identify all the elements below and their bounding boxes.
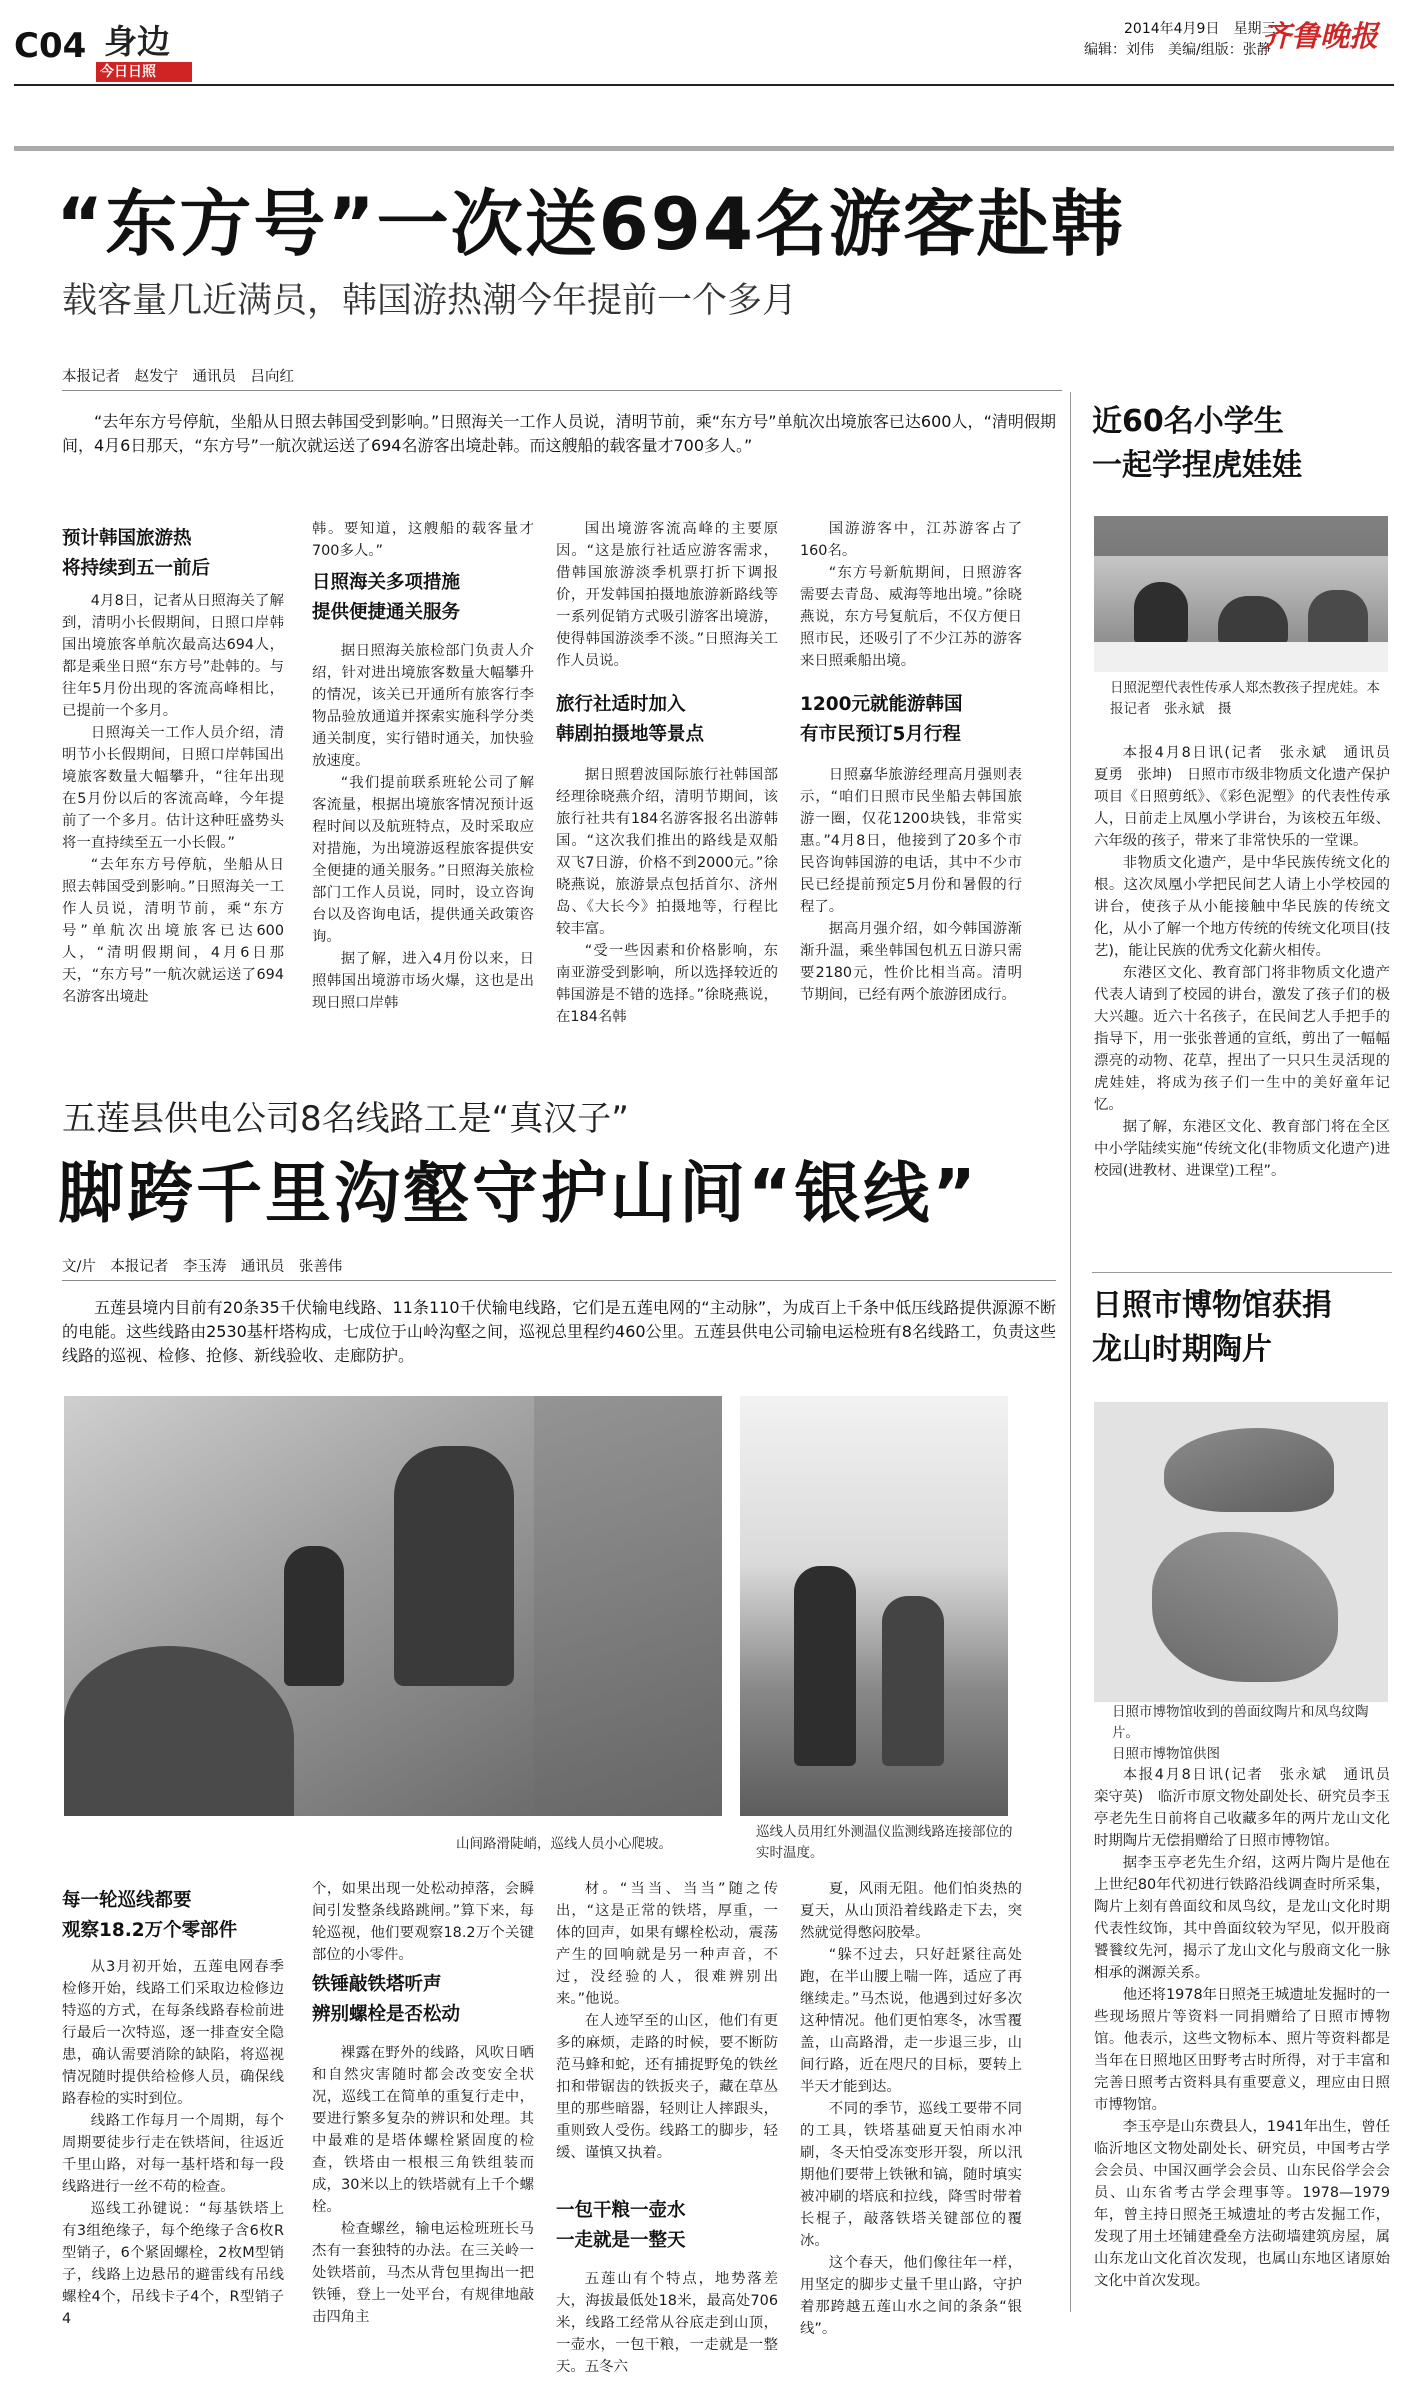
story2-col1: [62, 1956, 284, 2327]
paragraph: 据了解，东港区文化、教育部门将在全区中小学陆续实施“传统文化(非物质文化遗产)进校园(进教材、进课堂)工程”。: [1094, 1119, 1390, 1179]
story1-lead: “去年东方号停航，坐船从日照去韩国受到影响。”日照海关一工作人员说，清明节前，乘“东方号”单航次出境旅客已达600人，“清明假期间，4月6日那天，“东方号”一航次就运送了694名游客出境赴韩。而这艘船的载客量才700多人。”: [62, 412, 1056, 455]
paragraph: 他还将1978年日照尧王城遗址发掘时的一些现场照片等资料一同捐赠给了日照市博物馆。他表示，这些文物标本、照片等资料都是当年在日照地区田野考古时所得，对于丰富和完善日照考古资料具有重要意义，理应由日照市博物馆。: [1094, 1987, 1390, 2113]
story1-subhead-4: 1200元就能游韩国 有市民预订5月行程: [800, 694, 963, 745]
story2-col4: [800, 1878, 1022, 2356]
story1-deck: 载客量几近满员，韩国游热潮今年提前一个多月: [62, 281, 798, 321]
paragraph: 据日照碧波国际旅行社韩国部经理徐晓燕介绍，清明节期间，该旅行社共有184名游客报名出游韩国。“这次我们推出的路线是双船双飞7日游，价格不到2000元。”徐晓燕说，旅游景点包括首尔、济州岛、《大长今》拍摄地等，行程比较丰富。: [556, 767, 778, 937]
story1-byline-rule: [62, 390, 1062, 391]
sidebar1-photo: [1094, 516, 1388, 672]
paragraph: 不同的季节，巡线工要带不同的工具，铁塔基础夏天怕雨水冲刷，冬天怕受冻变形开裂，所以汛期他们要带上铁锹和镐，随时填实被冲刷的塔底和拉线，降雪时带着长棍子，敲落铁塔关键部位的覆冰。: [800, 2101, 1022, 2249]
paragraph: 本报4月8日讯(记者 张永斌 通讯员 夏勇 张坤) 日照市市级非物质文化遗产保护项目《日照剪纸》、《彩色泥塑》的代表性传承人，日前走上凤凰小学讲台，为该校五年级、六年级的孩子，带来了非常快乐的一堂课。: [1094, 745, 1405, 849]
story2-caption-1: 山间路滑陡峭，巡线人员小心爬坡。: [456, 1836, 672, 1852]
subsection-name: 今日日照: [100, 64, 156, 80]
paragraph: 材。“当当、当当”随之传出，“这是正常的铁塔，厚重，一体的回声，如果有螺栓松动，震荡产生的回响就是另一种声音，不过，没经验的人，很难辨别出来。”他说。: [556, 1881, 778, 2007]
paragraph: 这个春天，他们像往年一样，用坚定的脚步丈量千里山路，守护着那跨越五莲山水之间的条条“银线”。: [800, 2255, 1022, 2337]
sidebar1-headline: 近60名小学生 一起学捏虎娃娃: [1092, 404, 1302, 483]
sidebar-divider: [1070, 392, 1071, 2312]
sidebar2-caption: 日照市博物馆收到的兽面纹陶片和凤鸟纹陶片。 日照市博物馆供图: [1112, 1704, 1369, 1762]
story1-byline: 本报记者 赵发宁 通讯员 吕向红: [62, 369, 294, 385]
story1-col3b: [556, 764, 778, 1056]
story2-caption-2: 巡线人员用红外测温仪监测线路连接部位的实时温度。: [756, 1824, 1013, 1861]
paragraph: 日照海关一工作人员介绍，清明节小长假期间，日照口岸韩国出境旅客数量大幅攀升，“往年出现在5月份以后的客流高峰，今年提前了一个多月。估计这种旺盛势头将一直持续至五一小长假。”: [62, 725, 284, 851]
paragraph: “受一些因素和价格影响，东南亚游受到影响，所以选择较近的韩国游是不错的选择。”徐晓燕说，在184名韩: [556, 943, 778, 1025]
photo-detail: [284, 1546, 344, 1686]
sidebar1-body: [1094, 742, 1405, 1286]
paragraph: 本报4月8日讯(记者 张永斌 通讯员 栾守英) 临沂市原文物处副处长、研究员李玉亭老先生日前将自己收藏多年的两片龙山文化时期陶片无偿捐赠给了日照市博物馆。: [1094, 1767, 1405, 1849]
story2-subhead-1: 每一轮巡线都要 观察18.2万个零部件: [62, 1890, 238, 1941]
paragraph: 据李玉亭老先生介绍，这两片陶片是他在上世纪80年代初进行铁路沿线调查时所采集，陶片上刻有兽面纹和凤鸟纹，是龙山文化时期代表性纹饰，其中兽面纹较为罕见，似开股商饕餮纹先河，揭示了龙山文化与殷商文化一脉相承的渊源关系。: [1094, 1855, 1390, 1981]
paragraph: 检查螺丝，输电运检班班长马杰有一套独特的办法。在三关岭一处铁塔前，马杰从背包里掏出一把铁锤，登上一处平台，有规律地敲击四角主: [312, 2221, 534, 2325]
paragraph: 从3月初开始，五莲电网春季检修开始，线路工们采取边检修边特巡的方式，在每条线路春检前进行最后一次特巡，逐一排查安全隐患，确认需要消除的缺陷，将巡视情况随时提供给检修人员，确保线路春检的实时到位。: [62, 1959, 284, 2107]
masthead-rule: [14, 84, 1394, 86]
paragraph: 裸露在野外的线路，风吹日晒和自然灾害随时都会改变安全状况，巡线工在简单的重复行走中，要进行繁多复杂的辨识和处理。其中最难的是塔体螺栓紧固度的检查，铁塔由一根根三角铁组装而成，30米以上的铁塔就有上千个螺栓。: [312, 2045, 534, 2215]
photo-detail: [1094, 642, 1388, 672]
paragraph: 李玉亭是山东费县人，1941年出生，曾任临沂地区文物处副处长、研究员，中国考古学会会员、中国汉画学会会员、山东民俗学会会员、山东省考古学会理事等。1978—1979年，曾主持日照尧王城遗址的考古发掘工作，发现了用土坯铺建叠垒方法砌墙建筑房屋，属山东龙山文化首次发现，也属山东地区诸原始文化中首次发现。: [1094, 2119, 1390, 2289]
paragraph: “东方号新航期间，日照游客需要去青岛、威海等地出境。”徐晓燕说，东方号复航后，不仅方便日照市民，还吸引了不少江苏的游客来日照乘船出境。: [800, 565, 1022, 669]
pottery-shard-bottom: [1152, 1532, 1338, 1682]
story2-photo-survey: [740, 1396, 1008, 1816]
photo-detail: [64, 1646, 294, 1816]
photo-detail: [394, 1446, 514, 1686]
story1-col3: [556, 518, 778, 684]
story1-col2-top: 韩。要知道，这艘船的载客量才700多人。”: [312, 521, 534, 559]
paragraph: 国出境游客流高峰的主要原因。“这是旅行社适应游客需求，借韩国旅游淡季机票打折下调报价，开发韩国拍摄地旅游新路线等一系列促销方式吸引游客出境游，使得韩国游淡季不淡。”日照海关工作人员说。: [556, 521, 778, 669]
paragraph: 据高月强介绍，如今韩国游渐渐升温，乘坐韩国包机五日游只需要2180元，性价比相当高。清明节期间，已经有两个旅游团成行。: [800, 921, 1022, 1003]
paragraph: 东港区文化、教育部门将非物质文化遗产代表人请到了校园的讲台，激发了孩子们的极大兴趣。近六十名孩子，在民间艺人手把手的指导下，用一张张普通的宣纸，剪出了一幅幅漂亮的动物、花草，捏出了一只只生灵活现的虎娃娃，将成为孩子们一生中的美好童年记忆。: [1094, 965, 1390, 1113]
photo-detail: [1308, 590, 1368, 646]
newspaper-logo: 齐鲁晚报: [1262, 19, 1379, 53]
story2-lead: 五莲县境内目前有20条35千伏输电线路、11条110千伏输电线路，它们是五莲电网的“主动脉”，为成百上千条中低压线路提供源源不断的电能。这些线路由2530基杆塔构成，七成位于山岭沟壑之间，巡视总里程约460公里。五莲县供电公司输电运检班有8名线路工，负责这些线路的巡视、检修、抢修、新线验收、走廊防护。: [62, 1298, 1056, 1365]
story1-subhead-1: 预计韩国旅游热 将持续到五一前后: [62, 528, 211, 579]
photo-detail: [534, 1396, 722, 1816]
paragraph: 据了解，进入4月份以来，日照韩国出境游市场火爆，这也是出现日照口岸韩: [312, 951, 534, 1011]
story1-col4: [800, 518, 1022, 684]
story1-col4b: [800, 764, 1022, 1056]
page-number: C04: [14, 26, 87, 66]
photo-detail: [1094, 516, 1388, 556]
top-divider: [14, 146, 1394, 151]
paragraph: “去年东方号停航，坐船从日照去韩国受到影响。”日照海关一工作人员说，清明节前，乘“东方号”单航次出境旅客已达600人，“清明假期间，4月6日那天，“东方号”一航次就运送了694名游客出境赴: [62, 857, 284, 1005]
photo-detail: [794, 1566, 856, 1766]
photo-detail: [1218, 596, 1288, 644]
paragraph: 巡线工孙键说：“每基铁塔上有3组绝缘子，每个绝缘子含6枚R型销子，6个紧固螺栓，2枚M型销子，线路上边悬吊的避雷线有吊线螺栓4个，吊线卡子4个，R型销子4: [62, 2201, 284, 2327]
story2-col2-top: 个，如果出现一处松动掉落，会瞬间引发整条线路跳闸。”算下来，每轮巡视，他们要观察18.2万个关键部位的小零件。: [312, 1881, 534, 1963]
story1-headline: “东方号”一次送694名游客赴韩: [56, 182, 1125, 266]
pottery-shard-top: [1164, 1428, 1334, 1512]
sidebar2-body: [1094, 1764, 1405, 2324]
story2-subhead-2: 铁锤敲铁塔听声 辨别螺栓是否松动: [312, 1974, 461, 2025]
masthead: [0, 0, 1409, 80]
paragraph: 夏，风雨无阻。他们怕炎热的夏天，从山顶沿着线路走下去，突然就觉得憋闷胶晕。: [800, 1881, 1022, 1941]
paragraph: 在人迹罕至的山区，他们有更多的麻烦，走路的时候，要不断防范马蜂和蛇，还有捕捉野兔的铁丝扣和带锯齿的铁扳夹子，藏在草丛里的那些暗器，轻则让人摔跟头，重则致人受伤。线路工的脚步，轻缓、谨慎又执着。: [556, 2013, 778, 2161]
paragraph: 4月8日，记者从日照海关了解到，清明小长假期间，日照口岸韩国出境旅客单航次最高达694人，都是乘坐日照“东方号”赴韩的。与往年5月份出现的客流高峰相比，已提前一个多月。: [62, 593, 284, 719]
sidebar2-photo: [1094, 1402, 1388, 1702]
story2-kicker: 五莲县供电公司8名线路工是“真汉子”: [62, 1099, 629, 1139]
section-name: 身边: [104, 22, 170, 61]
paragraph: 国游游客中，江苏游客占了160名。: [800, 521, 1022, 559]
photo-detail: [1134, 582, 1188, 644]
story2-byline: 文/片 本报记者 李玉涛 通讯员 张善伟: [62, 1259, 343, 1275]
story2-headline: 脚跨千里沟壑守护山间“银线”: [58, 1155, 979, 1232]
sidebar1-caption: 日照泥塑代表性传承人郑杰教孩子捏虎娃。本报记者 张永斌 摄: [1110, 680, 1380, 717]
story1-subhead-2: 日照海关多项措施 提供便捷通关服务: [312, 572, 461, 623]
paragraph: 日照嘉华旅游经理高月强则表示，“咱们日照市民坐船去韩国旅游一圈，仅花1200块钱，非常实惠。”4月8日，他接到了20多个市民咨询韩国游的电话，其中不少市民已经提前预定5月份和暑假的行程了。: [800, 767, 1022, 915]
story2-col3: [556, 1878, 778, 2186]
story2-byline-rule: [62, 1280, 1056, 1281]
paragraph: 据日照海关旅检部门负责人介绍，针对进出境旅客数量大幅攀升的情况，该关已开通所有旅客行李物品验放通道并探索实施科学分类通关制度，实行错时通关，加快验放速度。: [312, 643, 534, 769]
sidebar-separator: [1092, 1272, 1392, 1273]
photo-detail: [882, 1596, 944, 1766]
story1-subhead-3: 旅行社适时加入 韩剧拍摄地等景点: [556, 694, 705, 745]
story2-subhead-3: 一包干粮一壶水 一走就是一整天: [556, 2200, 686, 2251]
paragraph: 线路工作每月一个周期，每个周期要徒步行走在铁塔间，往返近千里山路，对每一基杆塔和每一段线路进行一丝不苟的检查。: [62, 2113, 284, 2195]
paragraph: 五莲山有个特点，地势落差大，海拔最低处18米，最高处706米，线路工经常从谷底走到山顶，一壶水，一包干粮，一走就是一整天。五冬六: [556, 2271, 778, 2375]
story1-col1: [62, 590, 284, 1056]
story2-col2: [312, 2042, 534, 2325]
paragraph: “我们提前联系班轮公司了解客流量，根据出境旅客情况预计返程时间以及航班特点，及时采取应对措施，为出境游返程旅客提供安全便捷的通关服务。”日照海关旅检部门工作人员说，同时，设立咨询台以及咨询电话，提供通关政策咨询。: [312, 775, 534, 945]
paragraph: “躲不过去，只好赶紧往高处跑，在半山腰上喘一阵，适应了再继续走。”马杰说，他遇到过好多次这种情况。他们更怕寒冬，冰雪覆盖，山高路滑，走一步退三步，山间行路，近在咫尺的目标，要转上半天才能到达。: [800, 1947, 1022, 2095]
story2-col3b: [556, 2268, 778, 2375]
sidebar2-headline: 日照市博物馆获捐 龙山时期陶片: [1092, 1288, 1332, 1367]
editors-line: 编辑：刘伟 美编/组版：张静: [1084, 42, 1271, 58]
story2-photo-climb: [64, 1396, 722, 1816]
story1-col2: [312, 640, 534, 1056]
paragraph: 非物质文化遗产，是中华民族传统文化的根。这次凤凰小学把民间艺人请上小学校园的讲台，使孩子从小能接触中华民族的传统文化，从小了解一个地方传统的传统文化项目(技艺)，能让民族的优秀文化薪火相传。: [1094, 855, 1390, 959]
issue-date: 2014年4月9日 星期三: [1124, 21, 1276, 37]
